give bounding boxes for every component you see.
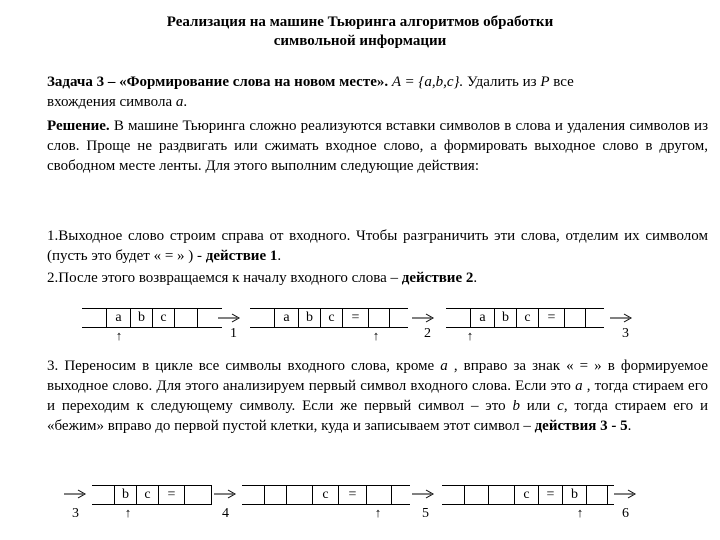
tape-cell: c — [514, 486, 538, 504]
tape-cell: = — [538, 486, 562, 504]
tape-cell — [564, 309, 586, 327]
tape-cell: a — [274, 309, 298, 327]
step3-p3: , тогда стираем его и переходим к следующему символу. Если же первый символ – это — [47, 378, 708, 414]
tape-cell: c — [152, 309, 174, 327]
tape-cell — [174, 309, 198, 327]
transition-arrow-icon — [412, 312, 436, 324]
tape-cell — [586, 486, 608, 504]
step2-action: действие 2 — [401, 270, 474, 286]
step-label: 3 — [622, 326, 629, 341]
page-title — [0, 13, 720, 51]
transition-arrow-icon — [610, 312, 634, 324]
step3-end: . — [627, 418, 632, 434]
tape-cell: b — [562, 486, 586, 504]
task-all: все — [553, 74, 574, 90]
tape-cell: b — [114, 486, 136, 504]
head-arrow-icon: ↑ — [115, 328, 123, 343]
tape-cell: = — [342, 309, 368, 327]
title-line-1: Реализация на машине Тьюринга алгоритмов обработки — [166, 14, 554, 30]
transition-arrow-icon — [64, 488, 88, 500]
step1-paragraph — [47, 226, 708, 266]
step1-action: действие 1 — [205, 248, 278, 264]
tape-cell: a — [106, 309, 130, 327]
tape-cell: c — [516, 309, 538, 327]
head-arrow-icon: ↑ — [372, 328, 380, 343]
step-label: 2 — [424, 326, 431, 341]
tape-cell — [464, 486, 488, 504]
task-rest: Удалить из — [467, 74, 537, 90]
tape-cell — [366, 486, 392, 504]
step-label: 1 — [230, 326, 237, 341]
step-label: 4 — [222, 506, 229, 521]
tape-cell: b — [494, 309, 516, 327]
step3-b: b — [512, 398, 520, 414]
tape-cell: b — [130, 309, 152, 327]
tape-cell — [184, 486, 212, 504]
step3-a2: a — [575, 378, 583, 394]
solution-label: Решение. — [47, 118, 110, 134]
tape-cell: a — [470, 309, 494, 327]
step-label: 3 — [72, 506, 79, 521]
task-set: A = {a,b,c}. — [391, 74, 464, 90]
tape-cell — [488, 486, 514, 504]
step3-c: c — [557, 398, 564, 414]
head-arrow-icon: ↑ — [576, 505, 584, 520]
solution-paragraph — [47, 116, 708, 176]
step3-action: действия 3 - 5 — [534, 418, 628, 434]
tape-3 — [446, 308, 604, 328]
tape-1 — [82, 308, 222, 328]
transition-arrow-icon — [614, 488, 638, 500]
tape-4 — [92, 485, 212, 505]
step-label: 5 — [422, 506, 429, 521]
step3-a: a — [440, 358, 448, 374]
tape-cell: b — [298, 309, 320, 327]
tape-cell — [286, 486, 312, 504]
step1-end: . — [277, 248, 282, 264]
task-sym: a — [175, 94, 184, 110]
step-label: 6 — [622, 506, 629, 521]
tape-cell — [264, 486, 286, 504]
transition-arrow-icon — [218, 312, 242, 324]
solution-text: В машине Тьюринга сложно реализуются вставки символов в слова и удаления символов из слов. Проще не раздвигать или сжимать входное слово, а формировать выходное слово в другом, свободном месте ленты. Для этого выполним следующие действия: — [47, 118, 709, 174]
task-p: P — [540, 74, 550, 90]
step3-p2: , вправо за знак « = » в формируемое выходное слово. Для этого анализируем первый символ входного слова. Если это — [47, 358, 708, 394]
tape-cell: c — [312, 486, 338, 504]
transition-arrow-icon — [214, 488, 238, 500]
head-arrow-icon: ↑ — [374, 505, 382, 520]
step3-p1: 3. Переносим в цикле все символы входного слова, кроме — [47, 358, 441, 374]
tape-cell: c — [320, 309, 342, 327]
tape-2 — [250, 308, 408, 328]
tape-cell — [368, 309, 390, 327]
tape-cell: = — [338, 486, 366, 504]
tape-cell: c — [136, 486, 158, 504]
task-line2: вхождения символа — [47, 94, 173, 110]
step2-text: 2.После этого возвращаемся к началу входного слова – — [47, 270, 402, 286]
tape-cell: = — [158, 486, 184, 504]
transition-arrow-icon — [412, 488, 436, 500]
task-dot: . — [183, 94, 188, 110]
step3-paragraph — [47, 356, 708, 436]
title-line-2: символьной информации — [273, 33, 447, 49]
step2-paragraph — [47, 268, 708, 288]
head-arrow-icon: ↑ — [124, 505, 132, 520]
head-arrow-icon: ↑ — [466, 328, 474, 343]
step3-p4: , тогда стираем его и «бежим» вправо до первой пустой клетки, куда и записываем этот символ – — [47, 398, 708, 434]
step2-end: . — [473, 270, 478, 286]
task-label: Задача 3 – «Формирование слова на новом месте». — [47, 74, 389, 90]
step1-text: 1.Выходное слово строим справа от входного. Чтобы разграничить эти слова, отделим их символом (пусть это будет « = » ) - — [47, 228, 708, 264]
tape-cell: = — [538, 309, 564, 327]
tape-5 — [242, 485, 410, 505]
tape-6 — [442, 485, 614, 505]
task-paragraph — [47, 72, 708, 112]
step3-or: или — [519, 398, 558, 414]
